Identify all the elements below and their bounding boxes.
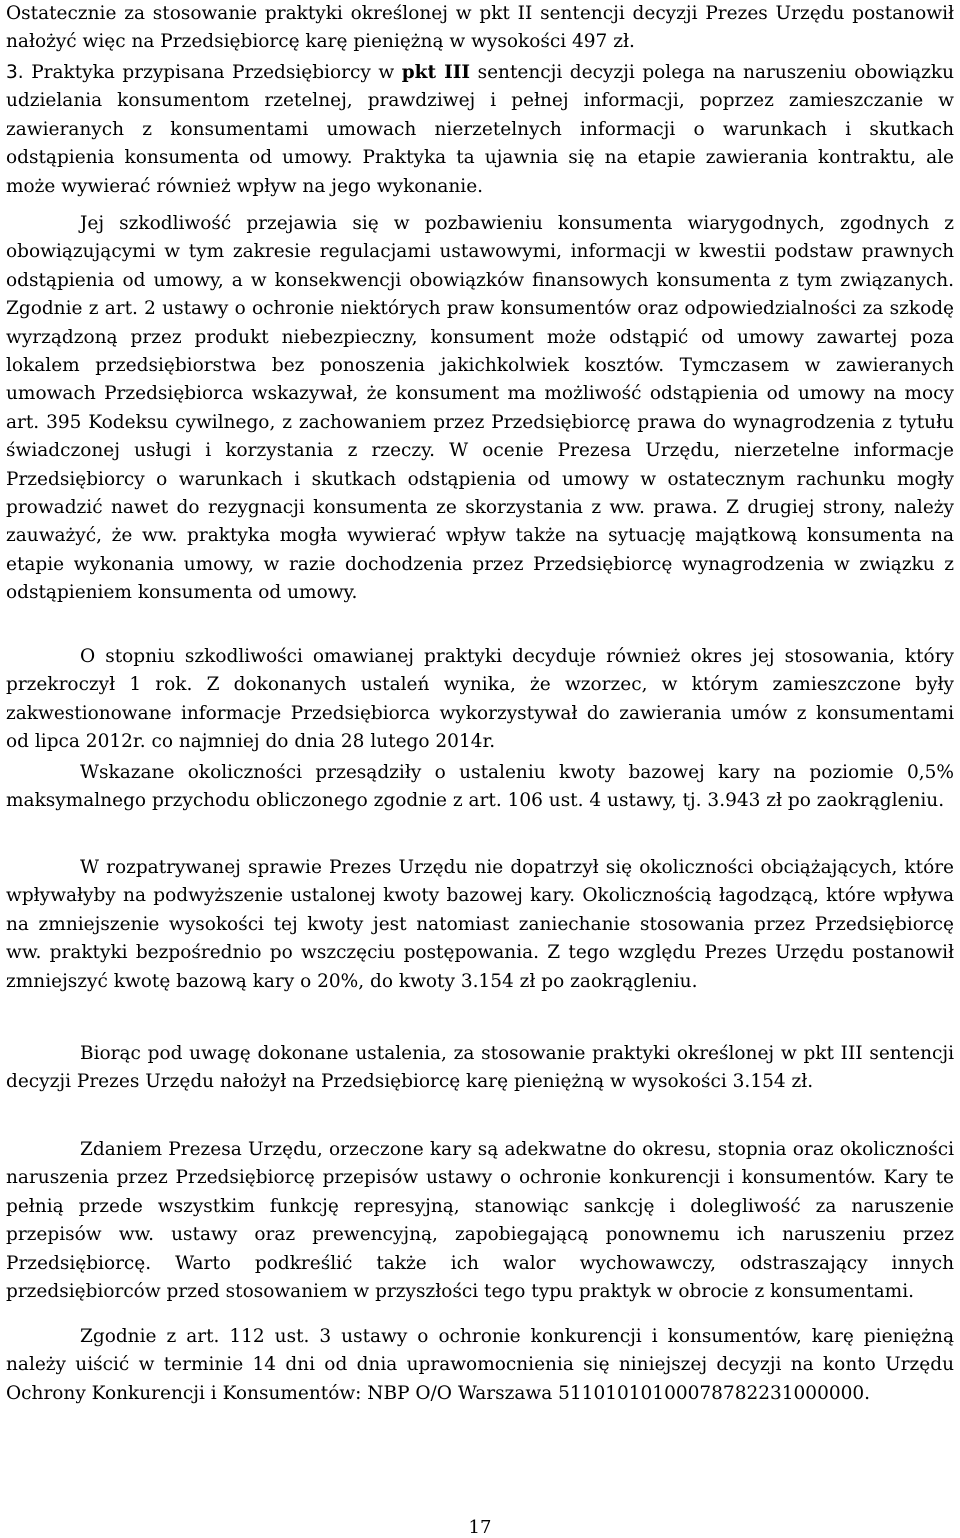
paragraph-penalty-pkt-ii: Ostatecznie za stosowanie praktyki określonej w pkt II sentencji decyzji Prezes Urzędu postanowił nałożyć więc na Przedsiębiorcę karę pieniężną w wysokości 497 zł. — [6, 3, 954, 53]
paragraph-penalty-pkt-iii: Biorąc pod uwagę dokonane ustalenia, za stosowanie praktyki określonej w pkt III sentencji decyzji Prezes Urzędu nałożył na Przedsiębiorcę karę pieniężną w wysokości 3.154 zł. — [6, 1043, 954, 1093]
page-number: 17 — [468, 1517, 492, 1538]
paragraph-mitigating: W rozpatrywanej sprawie Prezes Urzędu nie dopatrzył się okoliczności obciążających, które wpływałyby na podwyższenie ustalonej kwoty bazowej kary. Okolicznością łagodzącą, które wpływa na zmniejszenie wysokości tej kwoty jest natomiast zaniechanie stosowania przez Przedsiębiorcę ww. praktyki bezpośrednio po wszczęciu postępowania. Z tego względu Prezes Urzędu postanowił zmniejszyć kwotę bazową kary o 20%, do kwoty 3.154 zł po zaokrągleniu. — [6, 857, 954, 992]
paragraph-practice-3: 3. Praktyka przypisana Przedsiębiorcy w pkt III sentencji decyzji polega na naruszeniu obowiązku udzielania konsumentom rzetelnej, prawdziwej i pełnej informacji, poprzez zamieszczanie w zawieranych z konsumentami umowach nierzetelnych informacji o warunkach i skutkach odstąpienia konsumenta od umowy. Praktyka ta ujawnia się na etapie zawierania kontraktu, ale może wywierać również wpływ na jego wykonanie. — [6, 62, 954, 197]
paragraph-base-amount: Wskazane okoliczności przesądziły o ustaleniu kwoty bazowej kary na poziomie 0,5% maksymalnego przychodu obliczonego zgodnie z art. 106 ust. 4 ustawy, tj. 3.943 zł po zaokrągleniu. — [6, 762, 954, 812]
paragraph-duration: O stopniu szkodliwości omawianej praktyki decyduje również okres jej stosowania, który przekroczył 1 rok. Z dokonanych ustaleń wynika, że wzorzec, w którym zamieszczone były zakwestionowane informacje Przedsiębiorca wykorzystywał do zawierania umów z konsumentami od lipca 2012r. co najmniej do dnia 28 lutego 2014r. — [6, 646, 954, 753]
paragraph-number: 3. — [6, 62, 24, 83]
paragraph-adequacy: Zdaniem Prezesa Urzędu, orzeczone kary są adekwatne do okresu, stopnia oraz okoliczności naruszenia przez Przedsiębiorcę przepisów ustawy o ochronie konkurencji i konsumentów. Kary te pełnią przede wszystkim funkcję represyjną, stanowiąc sankcję i dolegliwość za naruszenie przepisów ww. ustawy oraz prewencyjną, zapobiegającą ponownemu ich naruszeniu przez Przedsiębiorcę. Warto podkreślić także ich walor wychowawczy, odstraszający innych przedsiębiorców przed stosowaniem w przyszłości tego typu praktyk w obrocie z konsumentami. — [6, 1139, 954, 1303]
paragraph-payment: Zgodnie z art. 112 ust. 3 ustawy o ochronie konkurencji i konsumentów, karę pieniężną należy uiścić w terminie 14 dni od dnia uprawomocnienia się niniejszej decyzji na konto Urzędu Ochrony Konkurencji i Konsumentów: NBP O/O Warszawa 51101010100078782231000000. — [6, 1326, 954, 1404]
bold-reference: pkt III — [401, 62, 471, 83]
paragraph-harmfulness: Jej szkodliwość przejawia się w pozbawieniu konsumenta wiarygodnych, zgodnych z obowiązującymi w tym zakresie regulacjami ustawowymi, informacji w kwestii podstaw prawnych odstąpienia od umowy, a w konsekwencji obowiązków finansowych konsumenta z tym związanych. Zgodnie z art. 2 ustawy o ochronie niektórych praw konsumentów oraz odpowiedzialności za szkodę wyrządzoną przez produkt niebezpieczny, konsument może odstąpić od umowy zawartej poza lokalem przedsiębiorstwa bez ponoszenia jakichkolwiek kosztów. Tymczasem w zawieranych umowach Przedsiębiorca wskazywał, że konsument ma możliwość odstąpienia od umowy na mocy art. 395 Kodeksu cywilnego, z zachowaniem przez Przedsiębiorcę prawa do wynagrodzenia z tytułu świadczonej usługi i korzystania z rzeczy. W ocenie Prezesa Urzędu, nierzetelne informacje Przedsiębiorcy o warunkach i skutkach odstąpienia od umowy w ostatecznym rachunku mogły prowadzić nawet do rezygnacji konsumenta ze skorzystania z ww. prawa. Z drugiej strony, należy zauważyć, że ww. praktyka mogła wywierać wpływ także na sytuację majątkową konsumenta na etapie wykonania umowy, w razie dochodzenia przez Przedsiębiorcę wynagrodzenia w związku z odstąpieniem konsumenta od umowy. — [6, 213, 954, 604]
